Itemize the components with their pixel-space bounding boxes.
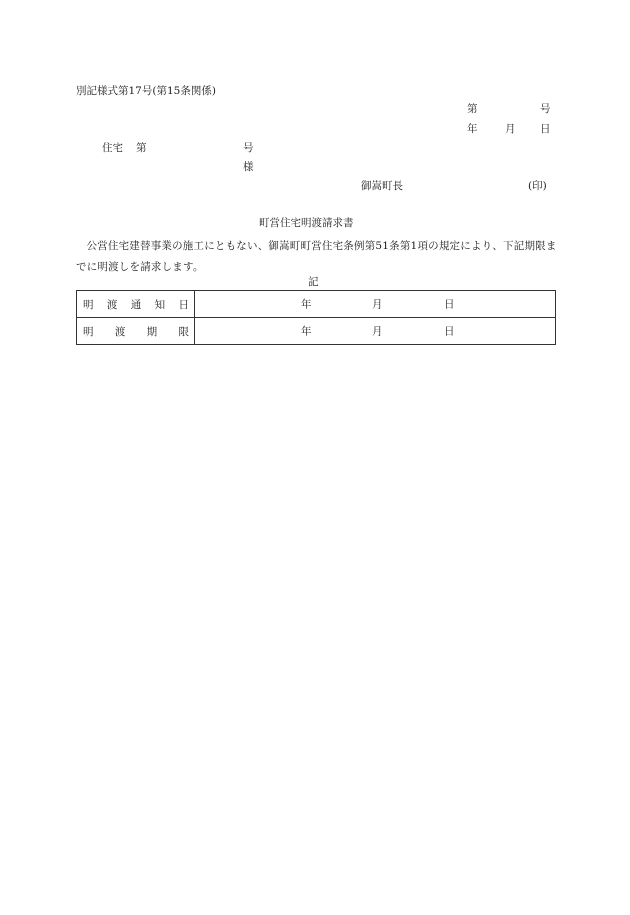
label-char: 日 xyxy=(178,298,189,311)
issue-date-month: 月 xyxy=(505,123,516,135)
issuer-seal: (印) xyxy=(528,180,547,192)
label-deadline xyxy=(77,318,195,345)
label-char: 明 xyxy=(83,325,94,338)
form-number: 別記様式第17号(第15条関係) xyxy=(76,85,216,97)
label-notice-date xyxy=(77,291,195,318)
label-char: 限 xyxy=(178,325,189,338)
recipient-number-prefix: 第 xyxy=(136,142,147,154)
notice-date-field[interactable] xyxy=(195,291,556,318)
label-char: 渡 xyxy=(106,298,118,311)
issue-date-year: 年 xyxy=(467,123,478,135)
day-label: 日 xyxy=(444,298,455,311)
label-char: 期 xyxy=(146,325,158,338)
ki-heading: 記 xyxy=(308,276,319,288)
year-label: 年 xyxy=(301,325,312,338)
recipient-honorific: 様 xyxy=(243,161,254,173)
issuer-name: 御嵩町長 xyxy=(361,180,403,192)
recipient-number-suffix: 号 xyxy=(243,142,254,154)
day-label: 日 xyxy=(444,325,455,338)
month-label: 月 xyxy=(372,325,383,338)
document-number-label: 第 xyxy=(467,103,478,115)
table-row-deadline xyxy=(77,318,556,345)
label-char: 明 xyxy=(83,298,94,311)
year-label: 年 xyxy=(301,298,312,311)
recipient-address-label: 住宅 xyxy=(102,142,123,154)
body-paragraph: 公営住宅建替事業の施工にともない、御嵩町町営住宅条例第51条第1項の規定により、下記期限までに明渡しを請求します。 xyxy=(76,240,557,273)
deadline-date-field[interactable] xyxy=(195,318,556,345)
issue-date-day: 日 xyxy=(540,123,551,135)
month-label: 月 xyxy=(372,298,383,311)
eviction-dates-table xyxy=(76,290,556,345)
label-char: 知 xyxy=(154,298,166,311)
document-title: 町営住宅明渡請求書 xyxy=(259,217,354,229)
document-number-suffix: 号 xyxy=(540,103,551,115)
label-char: 通 xyxy=(130,298,142,311)
table-row-notice-date xyxy=(77,291,556,318)
label-char: 渡 xyxy=(114,325,126,338)
